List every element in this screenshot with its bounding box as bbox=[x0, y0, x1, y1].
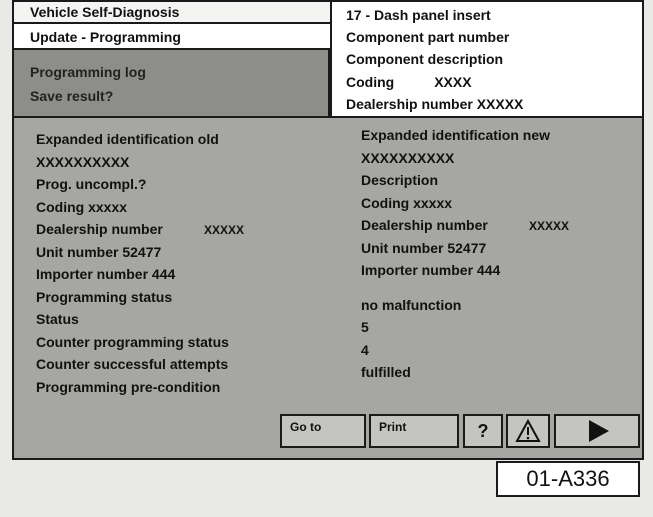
header-right-panel bbox=[330, 2, 642, 116]
old-dealer-label: Dealership number bbox=[36, 221, 163, 237]
new-heading: Expanded identification new bbox=[361, 127, 551, 143]
new-id-value: XXXXXXXXXX bbox=[361, 149, 455, 166]
control-unit-title: 17 - Dash panel insert bbox=[346, 7, 491, 23]
print-button[interactable]: Print bbox=[369, 414, 459, 448]
save-result-item[interactable]: Save result? bbox=[30, 88, 114, 104]
title-bar: Vehicle Self-Diagnosis bbox=[14, 2, 330, 24]
new-dealer-value: XXXXX bbox=[529, 219, 570, 233]
next-button[interactable] bbox=[554, 414, 640, 448]
component-description: Component description bbox=[346, 51, 504, 68]
old-dealer-value: XXXXX bbox=[204, 223, 245, 237]
status-label: Status bbox=[36, 311, 79, 327]
warning-button[interactable] bbox=[506, 414, 550, 448]
counter-programming-label: Counter programming status bbox=[36, 333, 229, 350]
status-value: no malfunction bbox=[361, 296, 462, 313]
old-heading: Expanded identification old bbox=[36, 131, 219, 147]
programming-status-label: Programming status bbox=[36, 288, 173, 305]
component-part-number: Component part number bbox=[346, 29, 510, 46]
diagnosis-screen bbox=[12, 0, 644, 460]
help-button[interactable]: ? bbox=[463, 414, 503, 448]
mode-label: Update - Programming bbox=[14, 24, 330, 50]
counter-successful-label: Counter successful attempts bbox=[36, 356, 229, 372]
programming-log-item[interactable]: Programming log bbox=[30, 64, 146, 80]
new-coding: Coding xxxxx bbox=[361, 194, 453, 211]
old-unit-number: Unit number 52477 bbox=[36, 243, 162, 260]
identification-area bbox=[14, 116, 642, 458]
precondition-value: fulfilled bbox=[361, 364, 411, 380]
new-importer-number: Importer number 444 bbox=[361, 262, 501, 278]
play-right-arrow-icon bbox=[556, 416, 638, 446]
coding-label: Coding bbox=[346, 73, 395, 90]
old-importer-number: Importer number 444 bbox=[36, 266, 176, 282]
new-identification-column bbox=[361, 124, 569, 384]
old-dealer-row bbox=[36, 218, 244, 241]
prog-uncompleted-label: Prog. uncompl.? bbox=[36, 176, 147, 192]
header-left-panel bbox=[14, 2, 330, 116]
precondition-label: Programming pre-condition bbox=[36, 378, 221, 395]
new-dealer-label: Dealership number bbox=[361, 217, 488, 233]
coding-row bbox=[346, 71, 642, 93]
old-coding: Coding xxxxx bbox=[36, 198, 128, 215]
new-description: Description bbox=[361, 172, 439, 188]
header-actions bbox=[14, 50, 330, 116]
old-identification-column bbox=[36, 128, 244, 398]
new-unit-number: Unit number 52477 bbox=[361, 239, 487, 256]
counter-programming-value: 5 bbox=[361, 319, 369, 335]
new-dealer-row bbox=[361, 214, 569, 237]
coding-value: XXXX bbox=[434, 73, 472, 90]
old-id-value: XXXXXXXXXX bbox=[36, 153, 130, 170]
spacer bbox=[361, 282, 569, 294]
warning-triangle-icon bbox=[508, 416, 548, 446]
goto-button[interactable]: Go to bbox=[280, 414, 366, 448]
dealership-number: Dealership number XXXXX bbox=[346, 95, 524, 112]
counter-successful-value: 4 bbox=[361, 341, 369, 358]
figure-code-label: 01-A336 bbox=[496, 461, 640, 497]
